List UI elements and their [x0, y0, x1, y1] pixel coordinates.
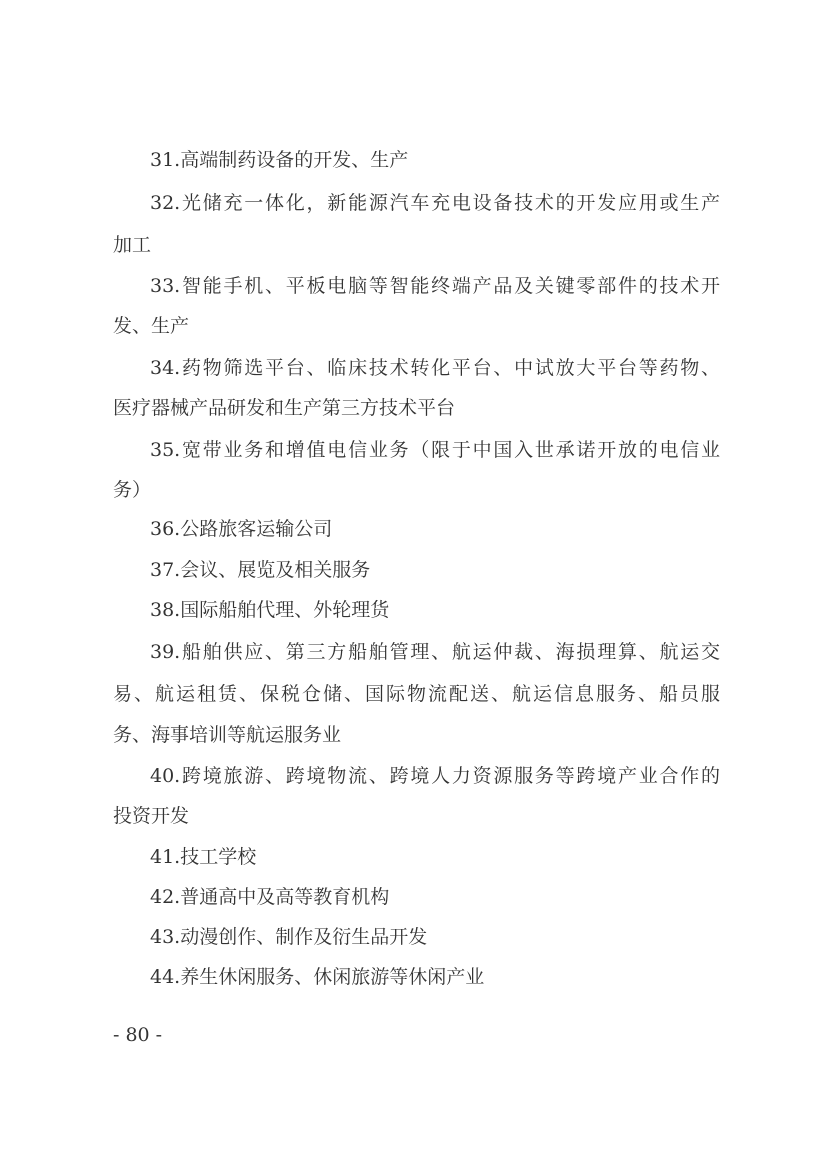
page-number: - 80 -	[113, 1024, 163, 1046]
list-item: 37.会议、展览及相关服务	[150, 559, 371, 581]
list-item: 31.高端制药设备的开发、生产	[150, 149, 409, 171]
list-item: 33.智能手机、平板电脑等智能终端产品及关键零部件的技术开	[150, 275, 720, 297]
list-item: 39.船舶供应、第三方船舶管理、航运仲裁、海损理算、航运交	[150, 641, 720, 663]
list-item: 34.药物筛选平台、临床技术转化平台、中试放大平台等药物、	[150, 357, 720, 379]
list-item: 43.动漫创作、制作及衍生品开发	[150, 926, 428, 948]
list-item-continuation: 发、生产	[113, 315, 190, 337]
list-item: 41.技工学校	[150, 846, 257, 868]
list-item: 36.公路旅客运输公司	[150, 518, 333, 540]
list-item-continuation: 易、航运租赁、保税仓储、国际物流配送、航运信息服务、船员服	[113, 683, 720, 705]
list-item: 35.宽带业务和增值电信业务（限于中国入世承诺开放的电信业	[150, 439, 720, 461]
list-item: 32.光储充一体化，新能源汽车充电设备技术的开发应用或生产	[150, 192, 720, 214]
list-item: 38.国际船舶代理、外轮理货	[150, 599, 390, 621]
list-item-continuation: 医疗器械产品研发和生产第三方技术平台	[113, 397, 456, 419]
list-item: 40.跨境旅游、跨境物流、跨境人力资源服务等跨境产业合作的	[150, 765, 720, 787]
list-item-continuation: 务）	[113, 479, 152, 501]
list-item: 44.养生休闲服务、休闲旅游等休闲产业	[150, 966, 485, 988]
list-item-continuation: 加工	[113, 234, 152, 256]
list-item-continuation: 务、海事培训等航运服务业	[113, 724, 342, 746]
list-item: 42.普通高中及高等教育机构	[150, 886, 390, 908]
list-item-continuation: 投资开发	[113, 805, 190, 827]
